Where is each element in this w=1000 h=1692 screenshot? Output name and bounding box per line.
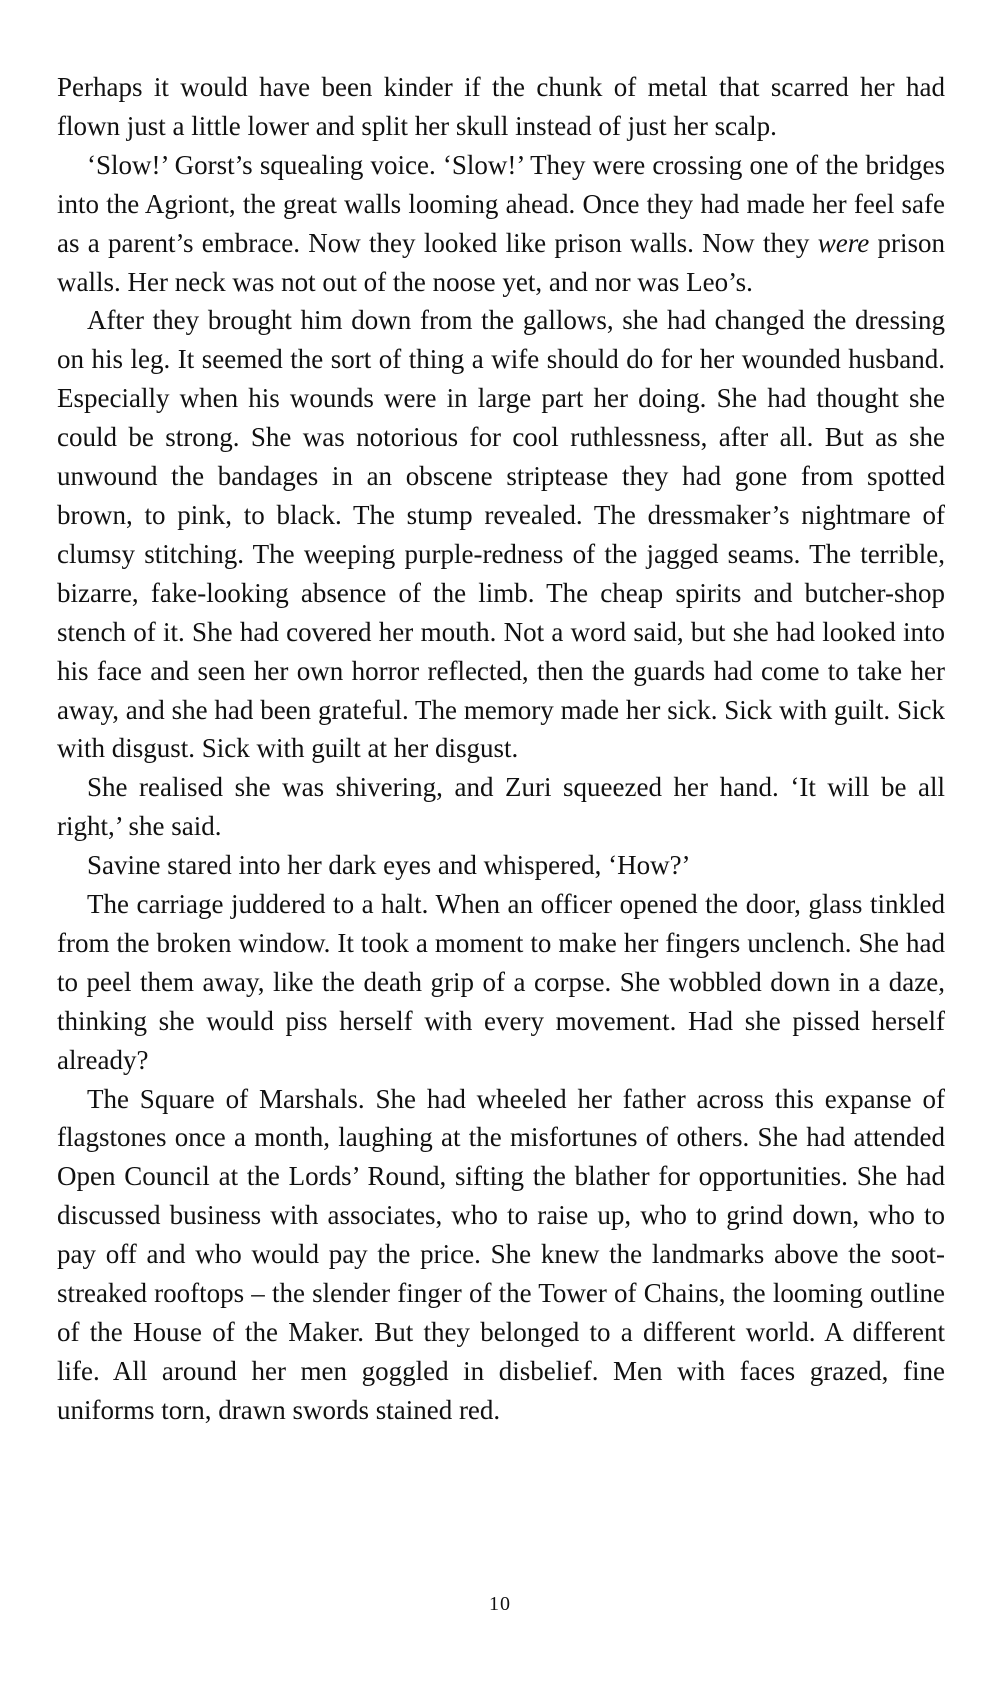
- paragraph-4: She realised she was shivering, and Zuri squeezed her hand. ‘It will be all right,’ she said.: [57, 772, 945, 842]
- paragraph-1: Perhaps it would have been kinder if the chunk of metal that scarred her had flown just a little lower and split her skull instead of just her scalp.: [57, 72, 945, 141]
- paragraph-2: [57, 146, 945, 302]
- paragraph-3: After they brought him down from the gallows, she had changed the dressing on his leg. It seemed the sort of thing a wife should do for her wounded husband. Especially when his wounds were in large part her doing. She had thought she could be strong. She was notorious for cool ruthlessness, after all. But as she unwound the bandages in an obscene striptease they had gone from spotted brown, to pink, to black. The stump revealed. The dressmaker’s nightmare of clumsy stitching. The weeping purple-redness of the jagged seams. The terrible, bizarre, fake-looking absence of the limb. The cheap spirits and butcher-shop stench of it. She had covered her mouth. Not a word said, but she had looked into his face and seen her own horror reflected, then the guards had come to take her away, and she had been grateful. The memory made her sick. Sick with guilt. Sick with disgust. Sick with guilt at her disgust.: [57, 305, 945, 764]
- paragraph-6: The carriage juddered to a halt. When an officer opened the door, glass tinkled from the broken window. It took a moment to make her fingers unclench. She had to peel them away, like the death grip of a corpse. She wobbled down in a daze, thinking she would piss herself with every movement. Had she pissed herself already?: [57, 889, 945, 1075]
- paragraph-2-emphasis: were: [817, 227, 870, 258]
- paragraph-2-lead: ‘Slow!’ Gorst’s squealing voice. ‘Slow!’ They were crossing one of the bridges into the Agriont, the great walls looming ahead. Once they had made her feel safe as a parent’s embrace. Now they looked like prison walls. Now they: [57, 149, 945, 258]
- paragraph-2-tail: prison walls. Her neck was not out of the noose yet, and nor was Leo’s.: [57, 227, 946, 297]
- paragraph-5: Savine stared into her dark eyes and whispered, ‘How?’: [87, 850, 691, 881]
- page-number: 10: [489, 1593, 511, 1615]
- body-text: [57, 68, 945, 1430]
- paragraph-7: The Square of Marshals. She had wheeled her father across this expanse of flagstones once a month, laughing at the misfortunes of others. She had attended Open Council at the Lords’ Round, sifting the blather for opportunities. She had discussed business with associates, who to raise up, who to grind down, who to pay off and who would pay the price. She knew the landmarks above the soot-streaked rooftops – the slender finger of the Tower of Chains, the looming outline of the House of the Maker. But they belonged to a different world. A different life. All around her men goggled in disbelief. Men with faces grazed, fine uniforms torn, drawn swords stained red.: [57, 1083, 945, 1425]
